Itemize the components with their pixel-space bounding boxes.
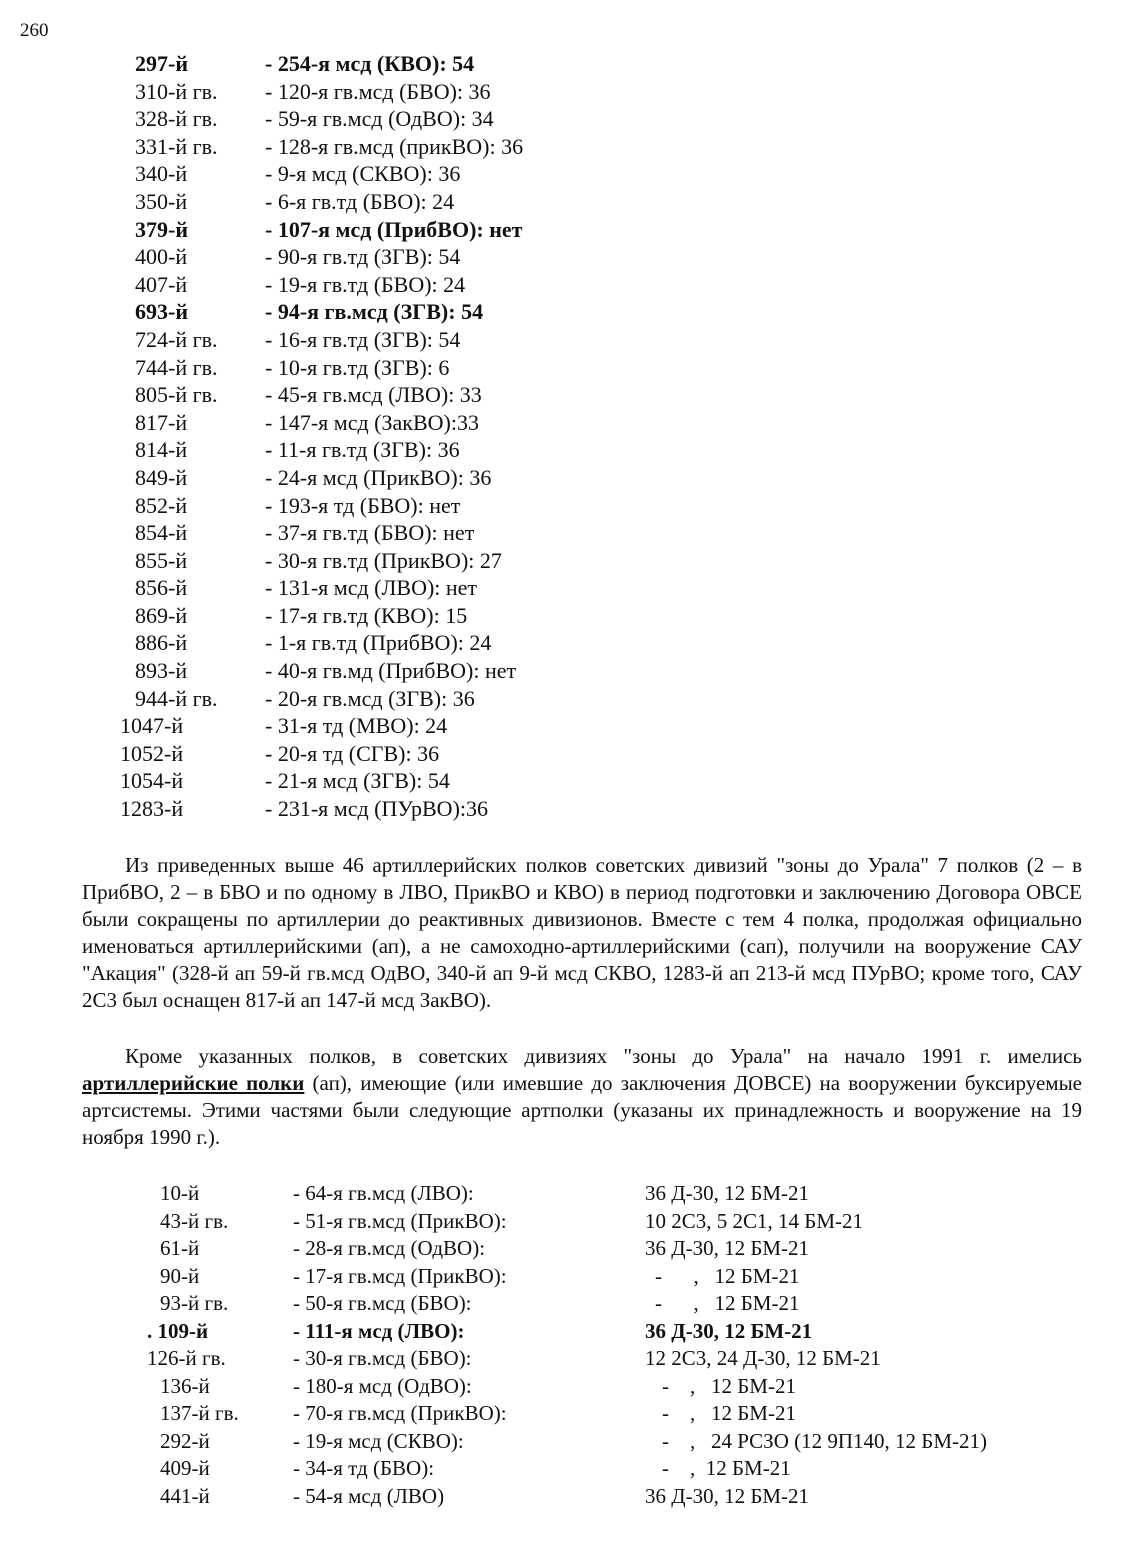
regiment-number: 328-й гв.: [135, 106, 218, 132]
table-row: [0, 1263, 1143, 1291]
regiment-number: 331-й гв.: [135, 133, 218, 159]
regiment-number: 137-й гв.: [160, 1401, 239, 1425]
table-row: [0, 409, 1143, 437]
regiment-number: 854-й: [135, 520, 188, 546]
division-entry: - 231-я мсд (ПУрВО):36: [265, 796, 489, 822]
regiment-number: 886-й: [135, 630, 188, 656]
division-entry: - 1-я гв.тд (ПрибВО): 24: [265, 630, 492, 656]
armament-entry: - , 12 БМ-21: [655, 1291, 800, 1315]
division-entry: - 10-я гв.тд (ЗГВ): 6: [265, 354, 450, 380]
division-entry: - 254-я мсд (КВО): 54: [265, 51, 475, 76]
regiment-number: 379-й: [135, 216, 189, 242]
division-entry: - 6-я гв.тд (БВО): 24: [265, 188, 455, 214]
regiment-number: 817-й: [135, 409, 188, 435]
table-row: [0, 464, 1143, 492]
table-row: [0, 1235, 1143, 1263]
table-row: [0, 326, 1143, 354]
regiment-number: 350-й: [135, 188, 188, 214]
division-entry: - 20-я гв.мсд (ЗГВ): 36: [265, 685, 475, 711]
regiment-number: 849-й: [135, 464, 188, 490]
table-row: [0, 216, 1143, 244]
division-entry: - 147-я мсд (ЗакВО):33: [265, 409, 479, 435]
division-entry: - 20-я тд (СГВ): 36: [265, 740, 440, 766]
table-row: [0, 381, 1143, 409]
table-row: [0, 133, 1143, 161]
regiment-number: 1283-й: [120, 796, 184, 822]
division-entry: - 64-я гв.мсд (ЛВО):: [293, 1181, 474, 1205]
regiment-table-1: [0, 50, 1143, 823]
regiment-number: 693-й: [135, 299, 189, 325]
paragraph-1: Из приведенных выше 46 артиллерийских полков советских дивизий "зоны до Урала" 7 полков (2 – в ПрибВО, 2 – в БВО и по одному в ЛВО, ПрикВО и КВО) в период подготовки и заключению Договора ОВСЕ были сокращены по артиллерии до реактивных дивизионов. Вместе с тем 4 полка, продолжая официально именоваться артиллерийскими (ап), а не самоходно-артиллерийскими (сап), получили на вооружение САУ "Акация" (328-й ап 59-й гв.мсд ОдВО, 340-й ап 9-й мсд СКВО, 1283-й ап 213-й мсд ПУрВО; кроме того, САУ 2С3 был оснащен 817-й ап 147-й мсд ЗакВО).: [82, 853, 1082, 1012]
table-row: [0, 78, 1143, 106]
regiment-number: 310-й гв.: [135, 78, 218, 104]
regiment-number: 441-й: [160, 1483, 210, 1508]
page-number: 260: [20, 20, 49, 41]
division-entry: - 31-я тд (МВО): 24: [265, 713, 448, 739]
division-entry: - 40-я гв.мд (ПрибВО): нет: [265, 658, 517, 684]
table-row: [0, 50, 1143, 78]
regiment-number: 10-й: [160, 1181, 200, 1205]
regiment-number: 407-й: [135, 271, 188, 297]
armament-entry: 36 Д-30, 12 БМ-21: [645, 1181, 810, 1205]
regiment-number: 944-й гв.: [135, 685, 218, 711]
division-entry: - 21-я мсд (ЗГВ): 54: [265, 768, 450, 794]
regiment-number: . 109-й: [147, 1318, 209, 1343]
regiment-number: 744-й гв.: [135, 354, 218, 380]
armament-entry: 12 2С3, 24 Д-30, 12 БМ-21: [645, 1346, 881, 1370]
division-entry: - 28-я гв.мсд (ОдВО):: [293, 1236, 486, 1260]
table-row: [0, 602, 1143, 630]
division-entry: - 90-я гв.тд (ЗГВ): 54: [265, 244, 461, 270]
armament-entry: - , 12 БМ-21: [662, 1456, 791, 1480]
regiment-table-2: [0, 1180, 1143, 1510]
division-entry: - 11-я гв.тд (ЗГВ): 36: [265, 437, 460, 463]
division-entry: - 131-я мсд (ЛВО): нет: [265, 575, 478, 601]
paragraph-2-underlined: артиллерийские полки: [82, 1071, 305, 1095]
table-row: [0, 436, 1143, 464]
armament-entry: 36 Д-30, 12 БМ-21: [645, 1236, 810, 1260]
regiment-number: 297-й: [135, 51, 189, 76]
regiment-number: 852-й: [135, 492, 188, 518]
armament-entry: - , 12 БМ-21: [662, 1401, 796, 1425]
regiment-number: 814-й: [135, 437, 188, 463]
table-row: [0, 712, 1143, 740]
table-row: [0, 1483, 1143, 1511]
armament-entry: - , 24 РСЗО (12 9П140, 12 БМ-21): [662, 1428, 987, 1453]
regiment-number: 893-й: [135, 658, 188, 684]
table-row: [0, 1180, 1143, 1208]
division-entry: - 17-я гв.тд (КВО): 15: [265, 602, 468, 628]
regiment-number: 856-й: [135, 575, 188, 601]
regiment-number: 136-й: [160, 1373, 210, 1398]
regiment-number: 805-й гв.: [135, 382, 218, 408]
regiment-number: 43-й гв.: [160, 1208, 229, 1233]
paragraph-2-start: Кроме указанных полков, в советских дивизиях "зоны до Урала" на начало 1991 г. имелись: [125, 1044, 1082, 1068]
division-entry: - 59-я гв.мсд (ОдВО): 34: [265, 106, 494, 132]
table-row: [0, 1455, 1143, 1483]
division-entry: - 30-я гв.тд (ПрикВО): 27: [265, 547, 502, 573]
table-row: [0, 629, 1143, 657]
table-row: [0, 574, 1143, 602]
division-entry: - 193-я тд (БВО): нет: [265, 492, 461, 518]
regiment-number: 400-й: [135, 244, 188, 270]
regiment-number: 869-й: [135, 602, 188, 628]
table-row: [0, 1373, 1143, 1401]
division-entry: - 120-я гв.мсд (БВО): 36: [265, 78, 491, 104]
regiment-number: 61-й: [160, 1236, 200, 1260]
table-row: [0, 740, 1143, 768]
armament-entry: 36 Д-30, 12 БМ-21: [645, 1483, 810, 1508]
armament-entry: 36 Д-30, 12 БМ-21: [645, 1318, 813, 1343]
division-entry: - 34-я тд (БВО):: [293, 1456, 435, 1480]
regiment-number: 855-й: [135, 547, 188, 573]
table-row: [0, 271, 1143, 299]
regiment-number: 90-й: [160, 1263, 200, 1288]
division-entry: - 37-я гв.тд (БВО): нет: [265, 520, 475, 546]
table-row: [0, 1290, 1143, 1318]
paragraph-2: [82, 1043, 1082, 1151]
division-entry: - 111-я мсд (ЛВО):: [293, 1318, 465, 1343]
table-row: [0, 795, 1143, 823]
table-row: [0, 1428, 1143, 1456]
table-row: [0, 547, 1143, 575]
division-entry: - 19-я мсд (СКВО):: [293, 1428, 464, 1453]
table-row: [0, 519, 1143, 547]
division-entry: - 51-я гв.мсд (ПрикВО):: [293, 1208, 507, 1233]
division-entry: - 45-я гв.мсд (ЛВО): 33: [265, 382, 482, 408]
table-row: [0, 188, 1143, 216]
division-entry: - 94-я гв.мсд (ЗГВ): 54: [265, 299, 484, 325]
division-entry: - 17-я гв.мсд (ПрикВО):: [293, 1263, 507, 1288]
regiment-number: 724-й гв.: [135, 326, 218, 352]
division-entry: - 30-я гв.мсд (БВО):: [293, 1346, 472, 1370]
table-row: [0, 1208, 1143, 1236]
regiment-number: 126-й гв.: [147, 1346, 226, 1370]
division-entry: - 24-я мсд (ПрикВО): 36: [265, 464, 492, 490]
regiment-number: 1054-й: [120, 768, 184, 794]
regiment-number: 93-й гв.: [160, 1291, 229, 1315]
armament-entry: - , 12 БМ-21: [662, 1373, 796, 1398]
table-row: [0, 243, 1143, 271]
table-row: [0, 1345, 1143, 1373]
regiment-number: 340-й: [135, 161, 188, 187]
table-row: [0, 105, 1143, 133]
division-entry: - 9-я мсд (СКВО): 36: [265, 161, 461, 187]
table-row: [0, 685, 1143, 713]
table-row: [0, 1400, 1143, 1428]
division-entry: - 16-я гв.тд (ЗГВ): 54: [265, 326, 461, 352]
table-row: [0, 354, 1143, 382]
division-entry: - 70-я гв.мсд (ПрикВО):: [293, 1401, 507, 1425]
regiment-number: 409-й: [160, 1456, 210, 1480]
regiment-number: 292-й: [160, 1428, 210, 1453]
table-row: [0, 492, 1143, 520]
division-entry: - 50-я гв.мсд (БВО):: [293, 1291, 472, 1315]
regiment-number: 1052-й: [120, 740, 184, 766]
table-row: [0, 1318, 1143, 1346]
table-row: [0, 298, 1143, 326]
division-entry: - 54-я мсд (ЛВО): [293, 1483, 445, 1508]
table-row: [0, 767, 1143, 795]
division-entry: - 107-я мсд (ПрибВО): нет: [265, 216, 523, 242]
division-entry: - 19-я гв.тд (БВО): 24: [265, 271, 466, 297]
table-row: [0, 657, 1143, 685]
table-row: [0, 160, 1143, 188]
division-entry: - 180-я мсд (ОдВО):: [293, 1373, 472, 1398]
armament-entry: 10 2С3, 5 2С1, 14 БМ-21: [645, 1208, 863, 1233]
division-entry: - 128-я гв.мсд (прикВО): 36: [265, 133, 524, 159]
armament-entry: - , 12 БМ-21: [655, 1263, 800, 1288]
paragraph-2-end: (ап), имеющие (или имевшие до заключения ДОВСЕ) на вооружении буксируемые артсистемы. Этими частями были следующие артполки (указаны их принадлежность и вооружение на 19 ноября 1990 г.).: [82, 1071, 1082, 1149]
regiment-number: 1047-й: [120, 713, 184, 739]
